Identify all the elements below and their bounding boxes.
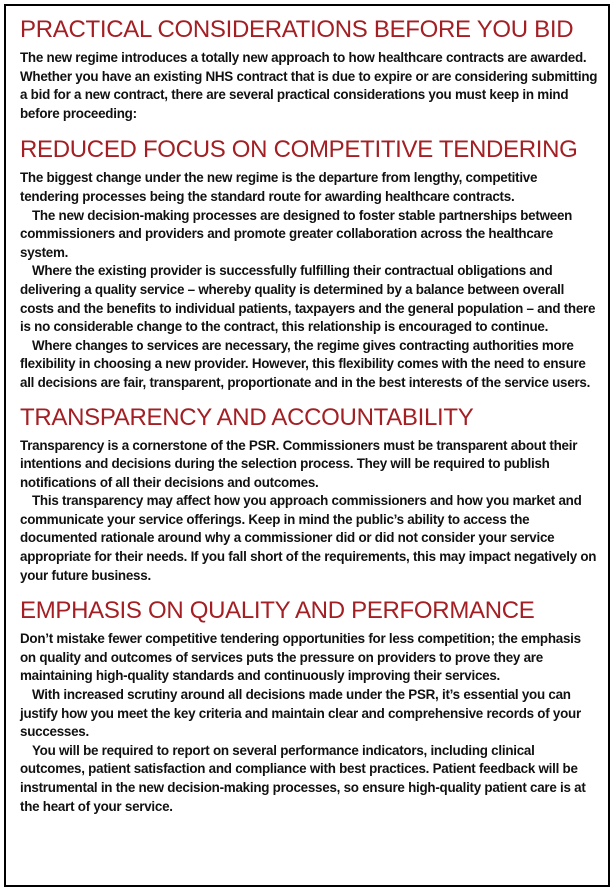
paragraph: Where changes to services are necessary, the regime gives contracting authorities more flexibility in choosing a new provider. However, this flexibility comes with the need to ensure all decisions are fair, transparent, proportionate and in the best interests of the service users. [20,337,591,390]
paragraph: You will be required to report on several performance indicators, including clinical outcomes, patient satisfaction and compliance with best practices. Patient feedback will be instrumental in the new decision-making processes, so ensure high-quality patient care is at the heart of your service. [20,742,586,814]
section-heading: TRANSPARENCY AND ACCOUNTABILITY [20,403,474,431]
section-reduced-focus [20,136,598,392]
paragraph: The biggest change under the new regime is the departure from lengthy, competitive tendering processes being the standard route for awarding healthcare contracts. [20,170,538,204]
paragraph: With increased scrutiny around all decisions made under the PSR, it’s essential you can justify how you meet the key criteria and maintain clear and comprehensive records of your successes. [20,687,581,740]
section-heading: PRACTICAL CONSIDERATIONS BEFORE YOU BID [20,16,574,43]
paragraph: Don’t mistake fewer competitive tendering opportunities for less competition; the emphasis on quality and outcomes of services puts the pressure on providers to prove they are maintaining high-quality standards and continuously improving their services. [20,631,581,684]
section-heading: REDUCED FOCUS ON COMPETITIVE TENDERING [20,136,578,164]
section-quality-performance [20,597,598,816]
article-box [4,4,610,887]
paragraph: Where the existing provider is successfully fulfilling their contractual obligations and delivering a quality service – whereby quality is determined by a balance between overall costs and the benefits to individual patients, taxpayers and the general population – and there is no considerable change to the contract, this relationship is encouraged to continue. [20,263,596,335]
paragraph: Transparency is a cornerstone of the PSR. Commissioners must be transparent about their intentions and decisions during the selection process. They will be required to publish notifications of all their decisions and outcomes. [20,437,578,490]
paragraph: The new decision-making processes are designed to foster stable partnerships between commissioners and providers and promote greater collaboration across the healthcare system. [20,207,573,260]
section-heading: EMPHASIS ON QUALITY AND PERFORMANCE [20,597,535,625]
paragraph: This transparency may affect how you approach commissioners and how you market and communicate your service offerings. Keep in mind the public’s ability to access the documented rationale around why a commissioner did or did not consider your service appropriate for their needs. If you fall short of the requirements, this may impact negatively on your future business. [20,493,597,583]
section-transparency [20,404,598,586]
section-practical-considerations [20,16,598,123]
paragraph: The new regime introduces a totally new approach to how healthcare contracts are awarded. Whether you have an existing NHS contract that is due to expire or are considering submitting a bid for a new contract, there are several practical considerations you must keep in mind before proceeding: [20,50,598,121]
